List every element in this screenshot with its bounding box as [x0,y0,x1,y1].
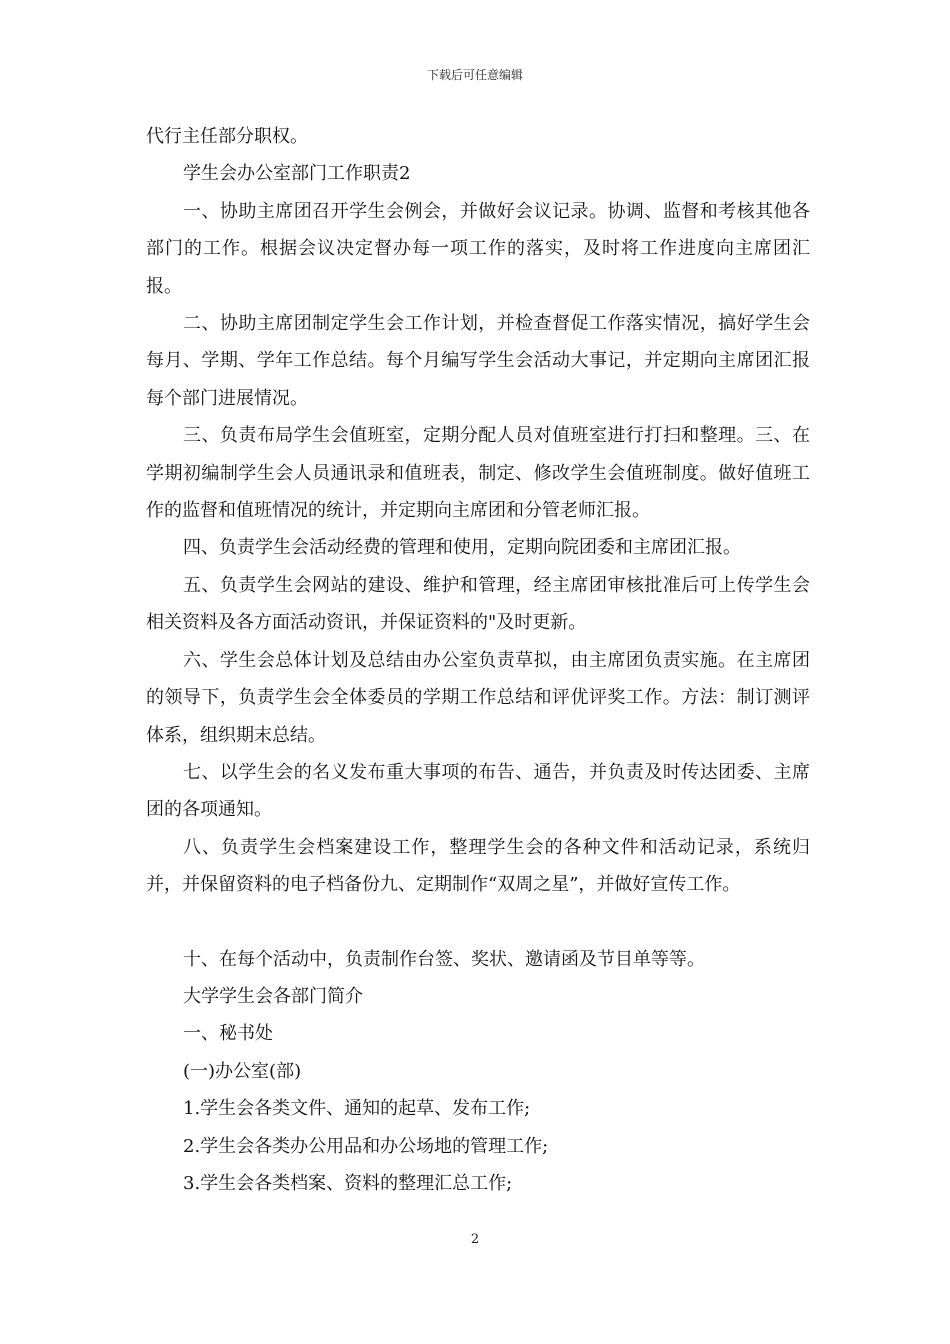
page-number: 2 [470,1232,480,1247]
list-item: 1.学生会各类文件、通知的起草、发布工作; [183,1098,531,1120]
blank-line [146,904,810,941]
paragraph-item-4: 四、负责学生会活动经费的管理和使用，定期向院团委和主席团汇报。 [183,537,741,559]
paragraph-item-1: 一、协助主席团召开学生会例会，并做好会议记录。协调、监督和考核其他各部门的工作。根据会议决定督办每一项工作的落实，及时将工作进度向主席团汇报。 [146,200,810,297]
list-item: 3.学生会各类档案、资料的整理汇总工作; [183,1172,513,1194]
paragraph-item-5: 五、负责学生会网站的建设、维护和管理，经主席团审核批准后可上传学生会相关资料及各方面活动资讯，并保证资料的"及时更新。 [146,574,810,634]
subsubsection-heading: (一)办公室(部) [183,1060,302,1082]
section-heading: 大学学生会各部门简介 [183,985,363,1007]
paragraph-item-2: 二、协助主席团制定学生会工作计划，并检查督促工作落实情况，搞好学生会每月、学期、学年工作总结。每个月编写学生会活动大事记，并定期向主席团汇报每个部门进展情况。 [146,313,810,409]
section-title: 学生会办公室部门工作职责2 [183,163,411,185]
paragraph-item-7: 七、以学生会的名义发布重大事项的布告、通告，并负责及时传达团委、主席团的各项通知。 [146,761,810,821]
subsection-heading: 一、秘书处 [183,1023,273,1045]
list-item: 2.学生会各类办公用品和办公场地的管理工作; [183,1135,549,1157]
paragraph-item-6: 六、学生会总体计划及总结由办公室负责草拟，由主席团负责实施。在主席团的领导下，负责学生会全体委员的学期工作总结和评优评奖工作。方法：制订测评体系，组织期末总结。 [146,649,810,746]
paragraph-continuation: 代行主任部分职权。 [146,126,308,147]
page-header: 下载后可任意编辑 [426,68,523,82]
paragraph-item-10: 十、在每个活动中，负责制作台签、奖状、邀请函及节目单等等。 [183,948,705,970]
document-body [146,118,810,1202]
paragraph-item-8: 八、负责学生会档案建设工作，整理学生会的各种文件和活动记录，系统归并，并保留资料的电子档备份九、定期制作“双周之星”，并做好宣传工作。 [146,836,810,896]
paragraph-item-3: 三、负责布局学生会值班室，定期分配人员对值班室进行打扫和整理。三、在学期初编制学生会人员通讯录和值班表，制定、修改学生会值班制度。做好值班工作的监督和值班情况的统计，并定期向主席团和分管老师汇报。 [146,425,810,522]
